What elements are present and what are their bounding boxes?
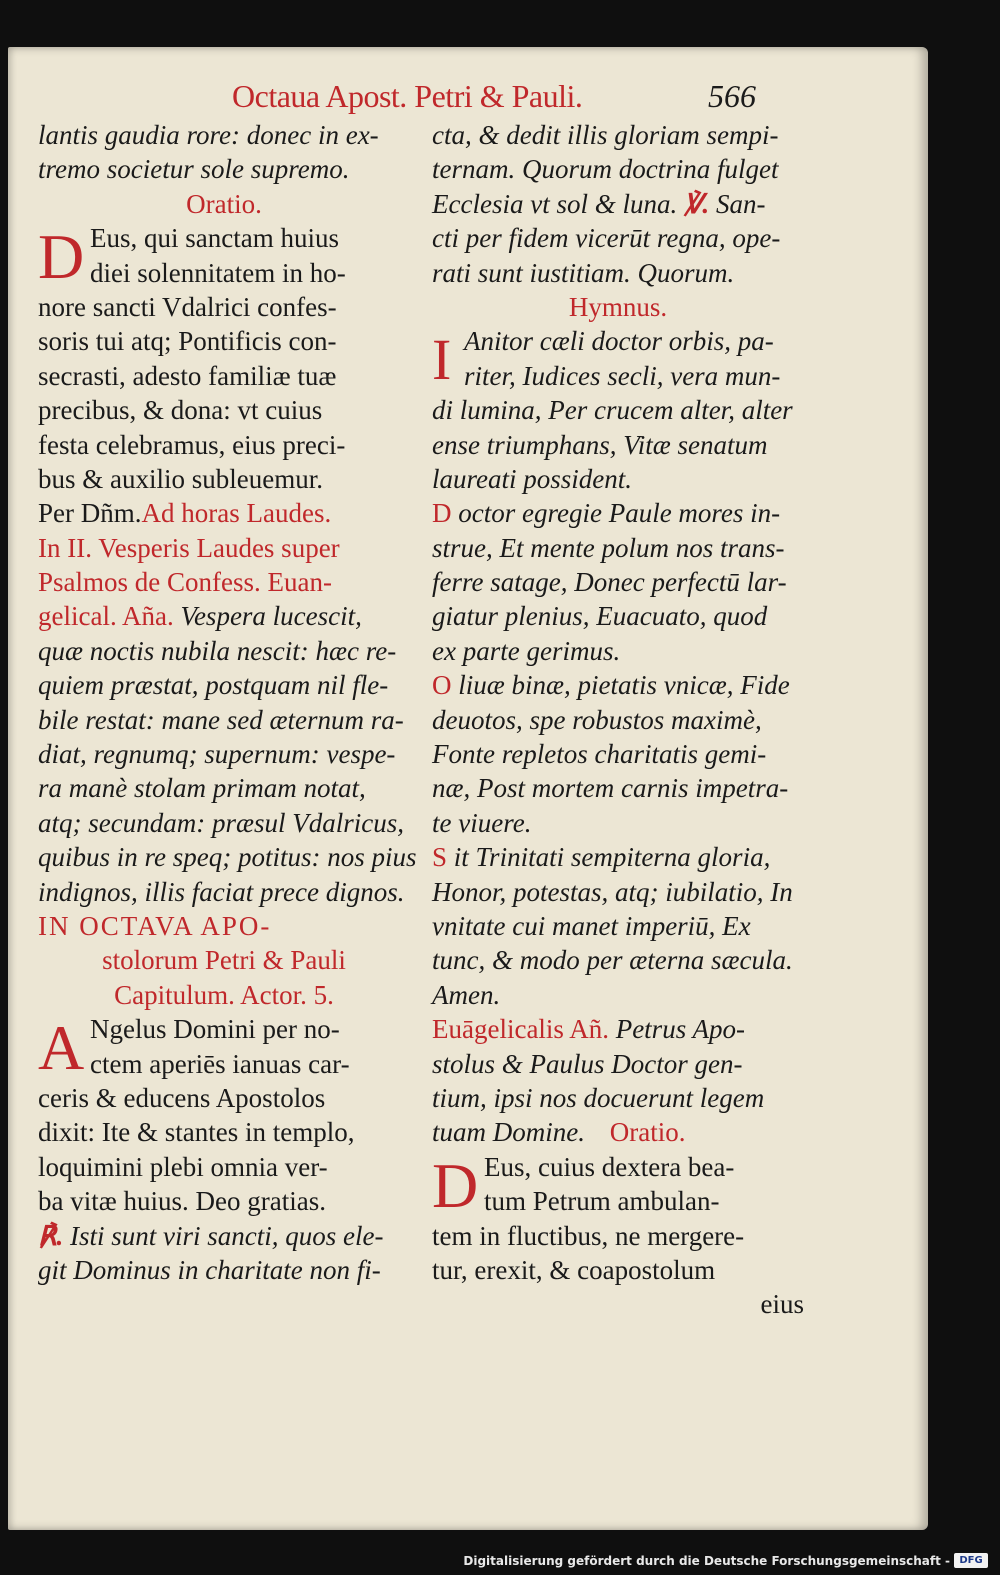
rubric-line: Psalmos de Confess. Euan- (38, 567, 332, 598)
drop-cap: D (432, 1149, 479, 1221)
text-line: riter, Iudices secli, vera mun- (464, 360, 781, 391)
text-span: tuam Domine. (432, 1117, 585, 1148)
text-line: deuotos, spe robustos maximè, (432, 704, 762, 735)
running-title: Octaua Apost. Petri & Pauli. (232, 78, 583, 114)
text-line: ctem aperiēs ianuas car- (90, 1048, 350, 1079)
text-line: Ngelus Domini per no- (90, 1014, 340, 1045)
text-line: diat, regnumq; supernum: vespe- (38, 739, 396, 770)
text-span: Vespera lucescit, (180, 601, 362, 632)
text-span: San- (715, 188, 766, 219)
page-header (0, 78, 1000, 118)
text-line: næ, Post mortem carnis impetra- (432, 773, 789, 804)
text-line: ra manè stolam primam notat, (38, 773, 366, 804)
text-span: octor egregie Paule mores in- (458, 498, 781, 529)
text-line: stolus & Paulus Doctor gen- (432, 1048, 743, 1079)
text-line (432, 1115, 804, 1149)
text-line: lantis gaudia rore: donec in ex- (38, 120, 379, 150)
hymn-block (432, 324, 804, 393)
text-line: Amen. (432, 979, 501, 1010)
text-line: tum Petrum ambulan- (484, 1186, 720, 1217)
text-line: vnitate cui manet imperiū, Ex (432, 910, 751, 941)
text-span: liuæ binæ, pietatis vnicæ, Fide (458, 670, 790, 701)
text-line: strue, Et mente polum nos trans- (432, 532, 785, 563)
text-line: loquimini plebi omnia ver- (38, 1151, 328, 1182)
capitulum-block (38, 1012, 410, 1084)
text-line: Fonte repletos charitatis gemi- (432, 739, 767, 770)
dfg-logo: DFG (954, 1553, 988, 1568)
text-line: nore sancti Vdalrici confes- (38, 291, 337, 322)
text-line: secrasti, adesto familiæ tuæ (38, 360, 337, 391)
text-line: quiem præstat, postquam nil fle- (38, 670, 389, 701)
section-heading-octava: stolorum Petri & Pauli (102, 945, 346, 976)
text-line: precibus, & dona: vt cuius (38, 395, 323, 426)
section-heading-oratio: Oratio. (609, 1117, 686, 1148)
text-line (432, 668, 804, 702)
text-line (38, 1219, 410, 1253)
text-span: Petrus Apo- (615, 1014, 745, 1045)
text-span: Ecclesia vt sol & luna. (432, 188, 678, 219)
text-line: tremo societur sole supremo. (38, 154, 350, 185)
drop-cap: I (432, 327, 452, 393)
text-line: ense triumphans, Vitæ senatum (432, 429, 768, 460)
versicle-symbol: ℣. (683, 188, 710, 219)
text-line: rati sunt iustitiam. Quorum. (432, 257, 735, 288)
text-line: git Dominus in charitate non fi- (38, 1254, 381, 1285)
text-line: atq; secundam: præsul Vdalricus, (38, 807, 404, 838)
text-line: cti per fidem vicerūt regna, ope- (432, 223, 781, 254)
stanza-initial: S (432, 842, 448, 873)
folio-number: 566 (708, 78, 756, 114)
text-line: Eus, qui sanctam huius (90, 223, 339, 254)
text-line (432, 840, 804, 874)
text-line: indignos, illis faciat prece dignos. (38, 876, 405, 907)
footer-bar (0, 1548, 1000, 1575)
text-line (432, 1012, 804, 1046)
text-line: ferre satage, Donec perfectū lar- (432, 567, 787, 598)
text-line: quibus in re speq; potitus: nos pius (38, 842, 417, 873)
section-heading-capitulum: Capitulum. Actor. 5. (114, 979, 334, 1010)
text-line: giatur plenius, Euacuato, quod (432, 601, 768, 632)
catchword: eius (760, 1289, 804, 1320)
text-span: Isti sunt viri sancti, quos ele- (69, 1220, 384, 1251)
text-line: dixit: Ite & stantes in templo, (38, 1117, 355, 1148)
text-line: quæ noctis nubila nescit: hæc re- (38, 635, 397, 666)
text-line: ba vitæ huius. Deo gratias. (38, 1186, 326, 1217)
rubric-line: In II. Vesperis Laudes super (38, 532, 340, 563)
right-column (432, 118, 804, 1322)
rubric: gelical. Aña. (38, 601, 174, 632)
stanza-initial: D (432, 498, 452, 529)
response-symbol: ℟. (38, 1220, 64, 1251)
stanza-initial: O (432, 670, 452, 701)
section-heading-hymnus: Hymnus. (568, 291, 668, 322)
text-span: it Trinitati sempiterna gloria, (453, 842, 771, 873)
text-line (38, 496, 410, 530)
rubric: Ad horas Laudes. (141, 498, 332, 529)
text-line: tunc, & modo per æterna sæcula. (432, 945, 793, 976)
text-line (432, 187, 804, 221)
text-line: ceris & educens Apostolos (38, 1082, 326, 1113)
oratio-block (432, 1150, 804, 1219)
text-line: Honor, potestas, atq; iubilatio, In (432, 876, 793, 907)
text-line: ex parte gerimus. (432, 635, 621, 666)
text-span: Per Dñm. (38, 498, 142, 529)
text-line: Eus, cuius dextera bea- (484, 1151, 735, 1182)
text-line: Anitor cæli doctor orbis, pa- (464, 326, 774, 357)
text-line: festa celebramus, eius preci- (38, 429, 346, 460)
text-line: tem in fluctibus, ne mergere- (432, 1220, 745, 1251)
rubric: Euāgelicalis Añ. (432, 1014, 609, 1045)
text-line: te viuere. (432, 807, 532, 838)
text-line: di lumina, Per crucem alter, alter (432, 395, 793, 426)
drop-cap: D (38, 221, 85, 293)
text-line: soris tui atq; Pontificis con- (38, 326, 337, 357)
text-line: bus & auxilio subleuemur. (38, 463, 323, 494)
left-column (38, 118, 417, 1287)
text-line: cta, & dedit illis gloriam sempi- (432, 120, 779, 150)
funding-notice: Digitalisierung gefördert durch die Deutsche Forschungsgemeinschaft - (463, 1554, 950, 1568)
text-line: tium, ipsi nos docuerunt legem (432, 1082, 765, 1113)
section-heading-octava: IN OCTAVA APO- (38, 910, 272, 941)
oratio-block (38, 221, 410, 293)
text-line: ternam. Quorum doctrina fulget (432, 154, 779, 185)
text-line (38, 599, 410, 633)
drop-cap: A (38, 1012, 85, 1084)
text-line: diei solennitatem in ho- (90, 257, 346, 288)
text-line: tur, erexit, & coapostolum (432, 1254, 716, 1285)
text-line (432, 496, 804, 530)
text-line: bile restat: mane sed æternum ra- (38, 704, 404, 735)
section-heading-oratio: Oratio. (186, 188, 262, 219)
text-line: laureati possident. (432, 463, 632, 494)
